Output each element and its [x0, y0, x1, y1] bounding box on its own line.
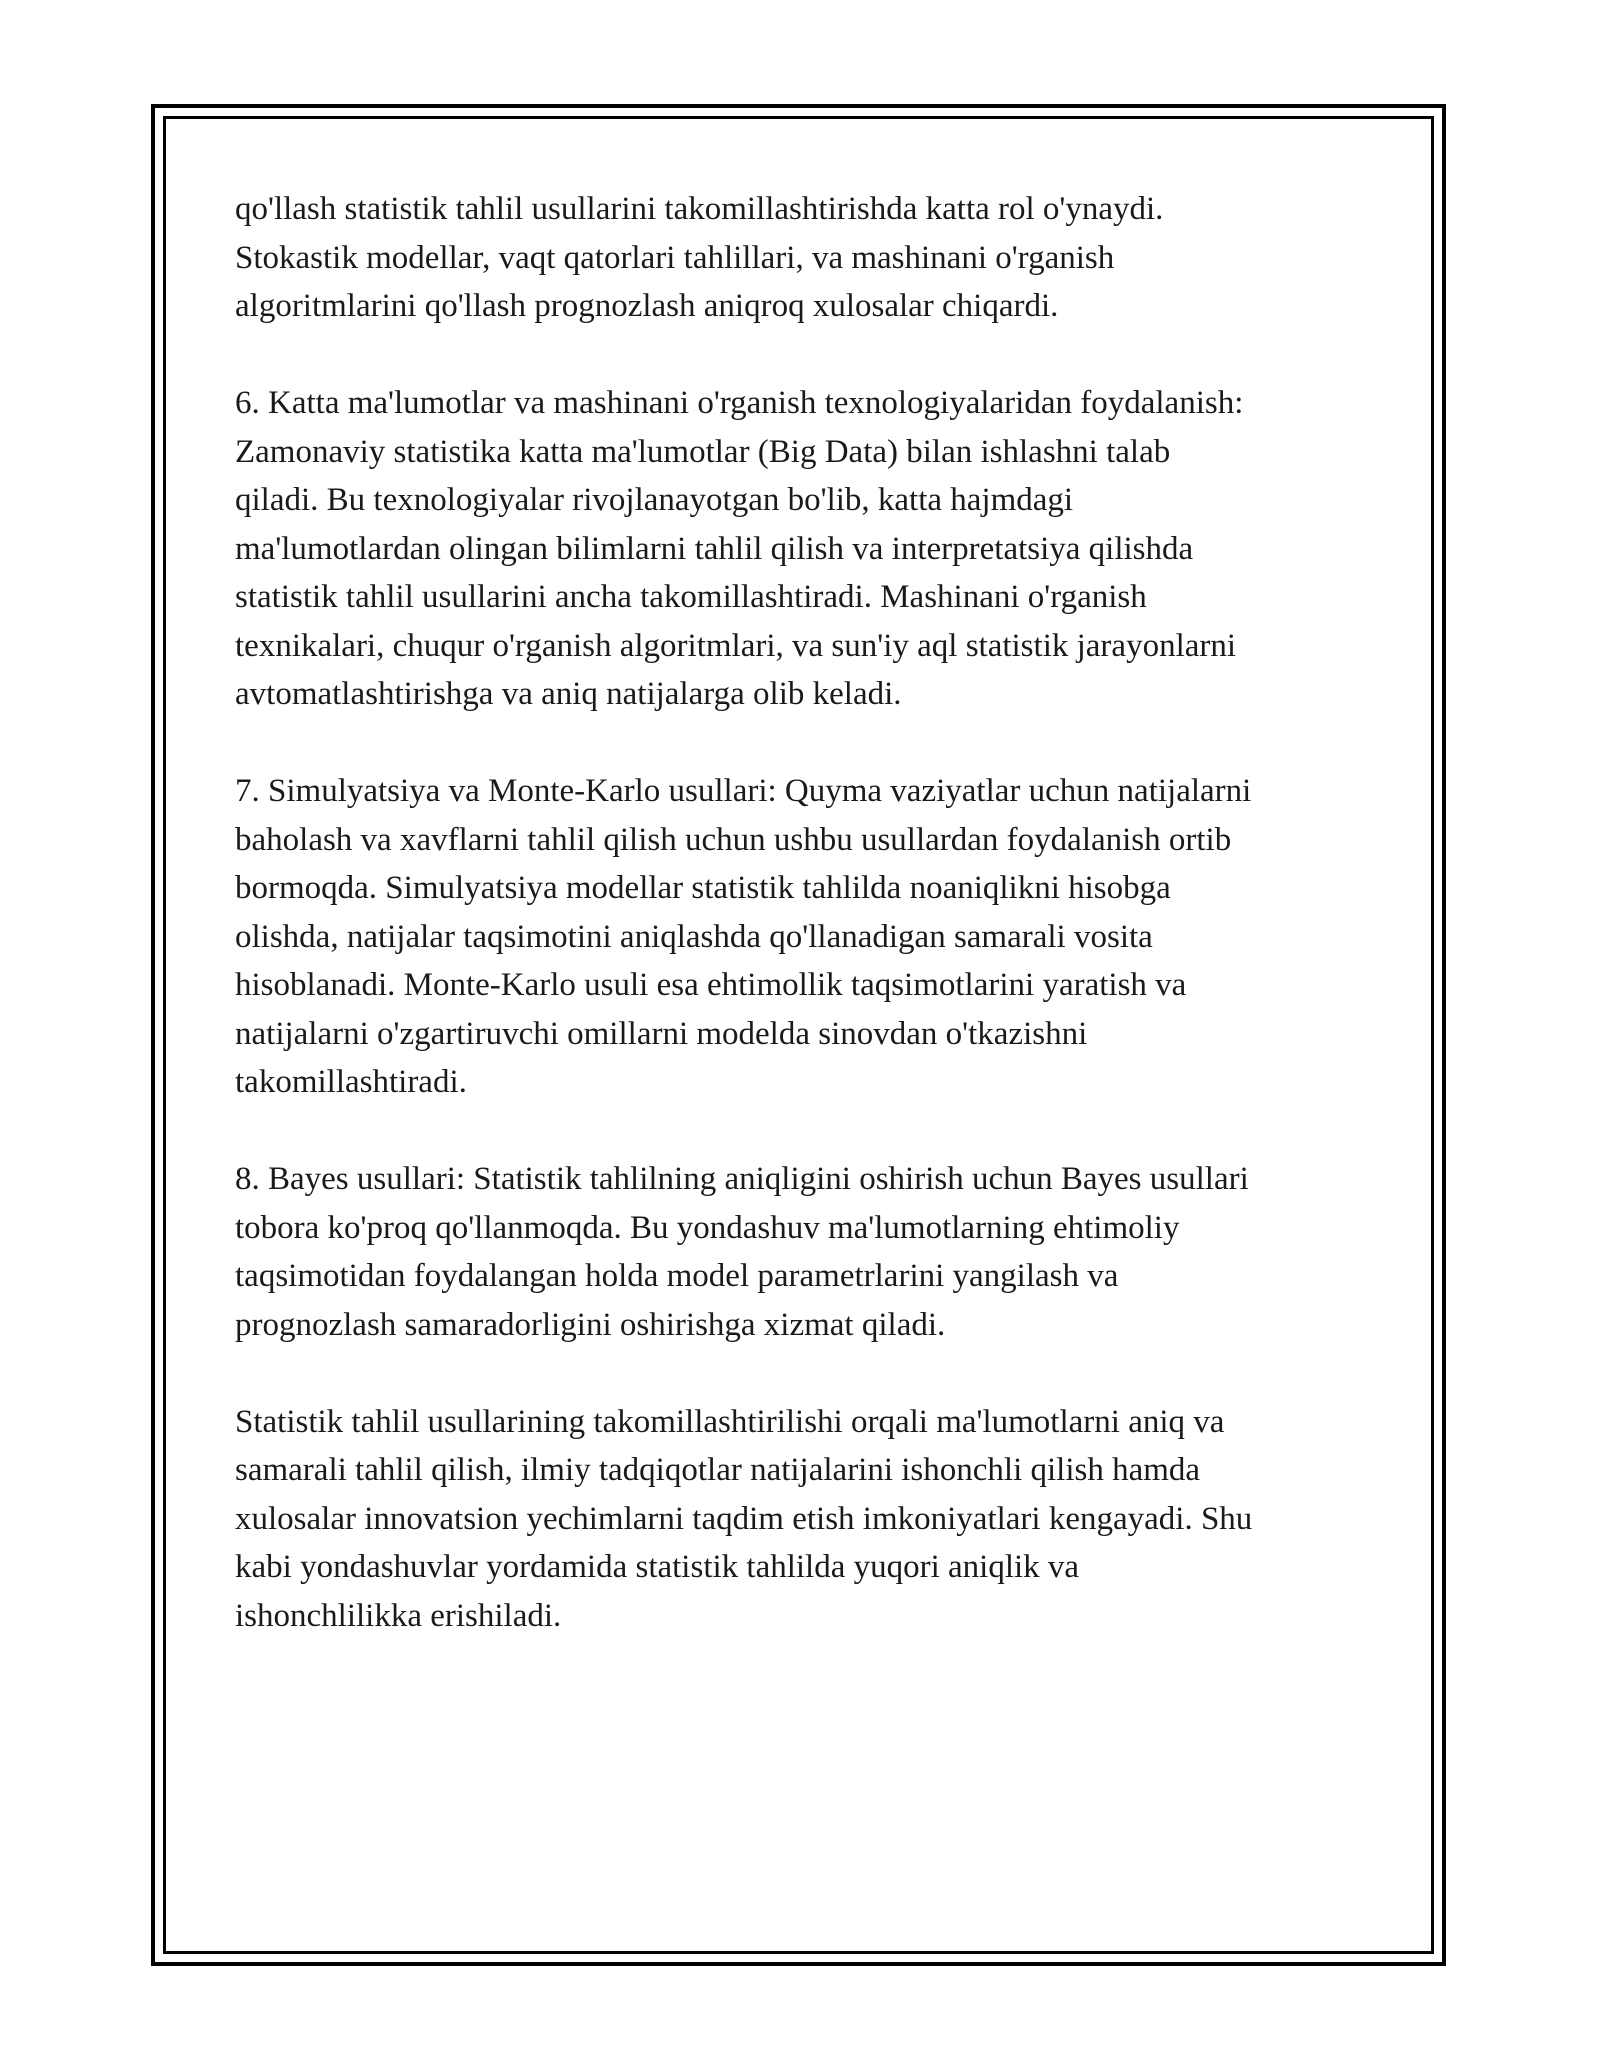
text-line: texnikalari, chuqur o'rganish algoritmlari, va sun'iy aql statistik jarayonlarni — [235, 627, 1237, 664]
text-line: taqsimotidan foydalangan holda model parametrlarini yangilash va — [235, 1258, 1119, 1294]
text-line: Statistik tahlil usullarining takomillashtirilishi orqali ma'lumotlarni aniq va — [235, 1403, 1225, 1440]
paragraph-intro-continuation — [235, 185, 1375, 331]
text-line: ma'lumotlardan olingan bilimlarni tahlil qilish va interpretatsiya qilishda — [235, 530, 1194, 567]
text-line: algoritmlarini qo'llash prognozlash aniqroq xulosalar chiqardi. — [235, 288, 1059, 324]
text-line: olishda, natijalar taqsimotini aniqlashda qo'llanadigan samarali vosita — [235, 918, 1153, 955]
text-line: tobora ko'proq qo'llanmoqda. Bu yondashuv ma'lumotlarning ehtimoliy — [235, 1209, 1180, 1246]
document-body — [235, 185, 1375, 1689]
text-line: statistik tahlil usullarini ancha takomillashtiradi. Mashinani o'rganish — [235, 579, 1147, 615]
text-line: prognozlash samaradorligini oshirishga xizmat qiladi. — [235, 1306, 946, 1343]
text-line: natijalarni o'zgartiruvchi omillarni modelda sinovdan o'tkazishni — [235, 1015, 1088, 1052]
text-line: 6. Katta ma'lumotlar va mashinani o'rganish texnologiyalaridan foydalanish: — [235, 385, 1244, 421]
paragraph-monte-carlo — [235, 767, 1375, 1107]
text-line: baholash va xavflarni tahlil qilish uchun ushbu usullardan foydalanish ortib — [235, 821, 1232, 858]
text-line: kabi yondashuvlar yordamida statistik tahlilda yuqori aniqlik va — [235, 1549, 1080, 1585]
text-line: qo'llash statistik tahlil usullarini takomillashtirishda katta rol o'ynaydi. — [235, 191, 1164, 227]
text-line: ishonchlilikka erishiladi. — [235, 1597, 562, 1634]
text-line: bormoqda. Simulyatsiya modellar statistik tahlilda noaniqlikni hisobga — [235, 870, 1171, 906]
text-line: samarali tahlil qilish, ilmiy tadqiqotlar natijalarini ishonchli qilish hamda — [235, 1452, 1201, 1488]
text-line: avtomatlashtirishga va aniq natijalarga olib keladi. — [235, 676, 902, 712]
text-line: Stokastik modellar, vaqt qatorlari tahlillari, va mashinani o'rganish — [235, 239, 1115, 276]
text-line: xulosalar innovatsion yechimlarni taqdim etish imkoniyatlari kengayadi. Shu — [235, 1500, 1253, 1537]
text-line: hisoblanadi. Monte-Karlo usuli esa ehtimollik taqsimotlarini yaratish va — [235, 967, 1187, 1003]
paragraph-conclusion — [235, 1398, 1375, 1641]
text-line: 7. Simulyatsiya va Monte-Karlo usullari: Quyma vaziyatlar uchun natijalarni — [235, 773, 1252, 809]
paragraph-big-data — [235, 379, 1375, 719]
text-line: qiladi. Bu texnologiyalar rivojlanayotgan bo'lib, katta hajmdagi — [235, 482, 1074, 518]
text-line: takomillashtiradi. — [235, 1064, 467, 1100]
text-line: 8. Bayes usullari: Statistik tahlilning aniqligini oshirish uchun Bayes usullari — [235, 1161, 1249, 1197]
paragraph-bayes — [235, 1155, 1375, 1349]
text-line: Zamonaviy statistika katta ma'lumotlar (Big Data) bilan ishlashni talab — [235, 433, 1171, 470]
